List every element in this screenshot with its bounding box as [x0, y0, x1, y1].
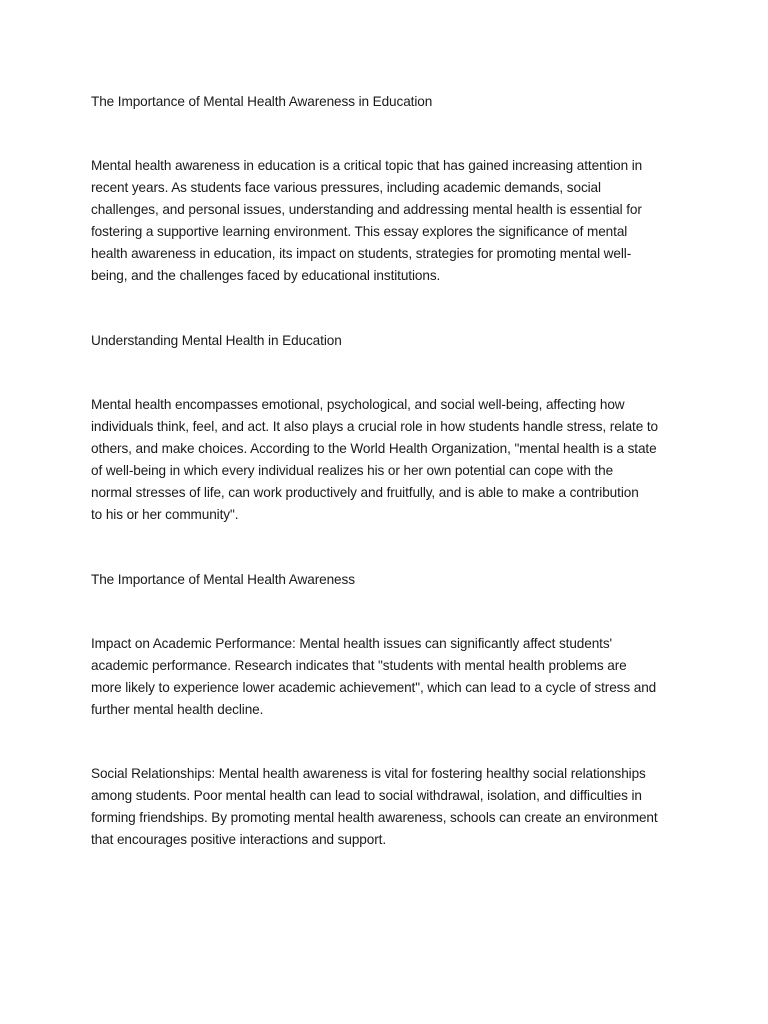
section-paragraph-definition: Mental health encompasses emotional, psychological, and social well-being, affecting how individuals think, feel, and act. It also plays a crucial role in how students handle stress, relate to others, and make choices. According to the World Health Organization, "mental health is a state of well-being in which every individual realizes his or her own potential can cope with the normal stresses of life, can work productively and fruitfully, and is able to make a contribution to his or her community". [91, 397, 658, 522]
document-title: The Importance of Mental Health Awareness in Education [91, 94, 433, 109]
intro-paragraph: Mental health awareness in education is a critical topic that has gained increasing attention in recent years. As students face various pressures, including academic demands, social challenges, and personal issues, understanding and addressing mental health is essential for fostering a supportive learning environment. This essay explores the significance of mental health awareness in education, its impact on students, strategies for promoting mental well- being, and the challenges faced by educational institutions. [91, 158, 643, 283]
section-paragraph-academic: Impact on Academic Performance: Mental health issues can significantly affect students' academic performance. Research indicates that "students with mental health problems are more likely to experience lower academic achievement", which can lead to a cycle of stress and further mental health decline. [91, 636, 657, 717]
section-heading-understanding: Understanding Mental Health in Education [91, 333, 342, 348]
section-heading-importance: The Importance of Mental Health Awareness [91, 572, 355, 587]
section-paragraph-social: Social Relationships: Mental health awareness is vital for fostering healthy social relationships among students. Poor mental health can lead to social withdrawal, isolation, and difficulties in forming friendships. By promoting mental health awareness, schools can create an environment that encourages positive interactions and support. [91, 766, 658, 847]
